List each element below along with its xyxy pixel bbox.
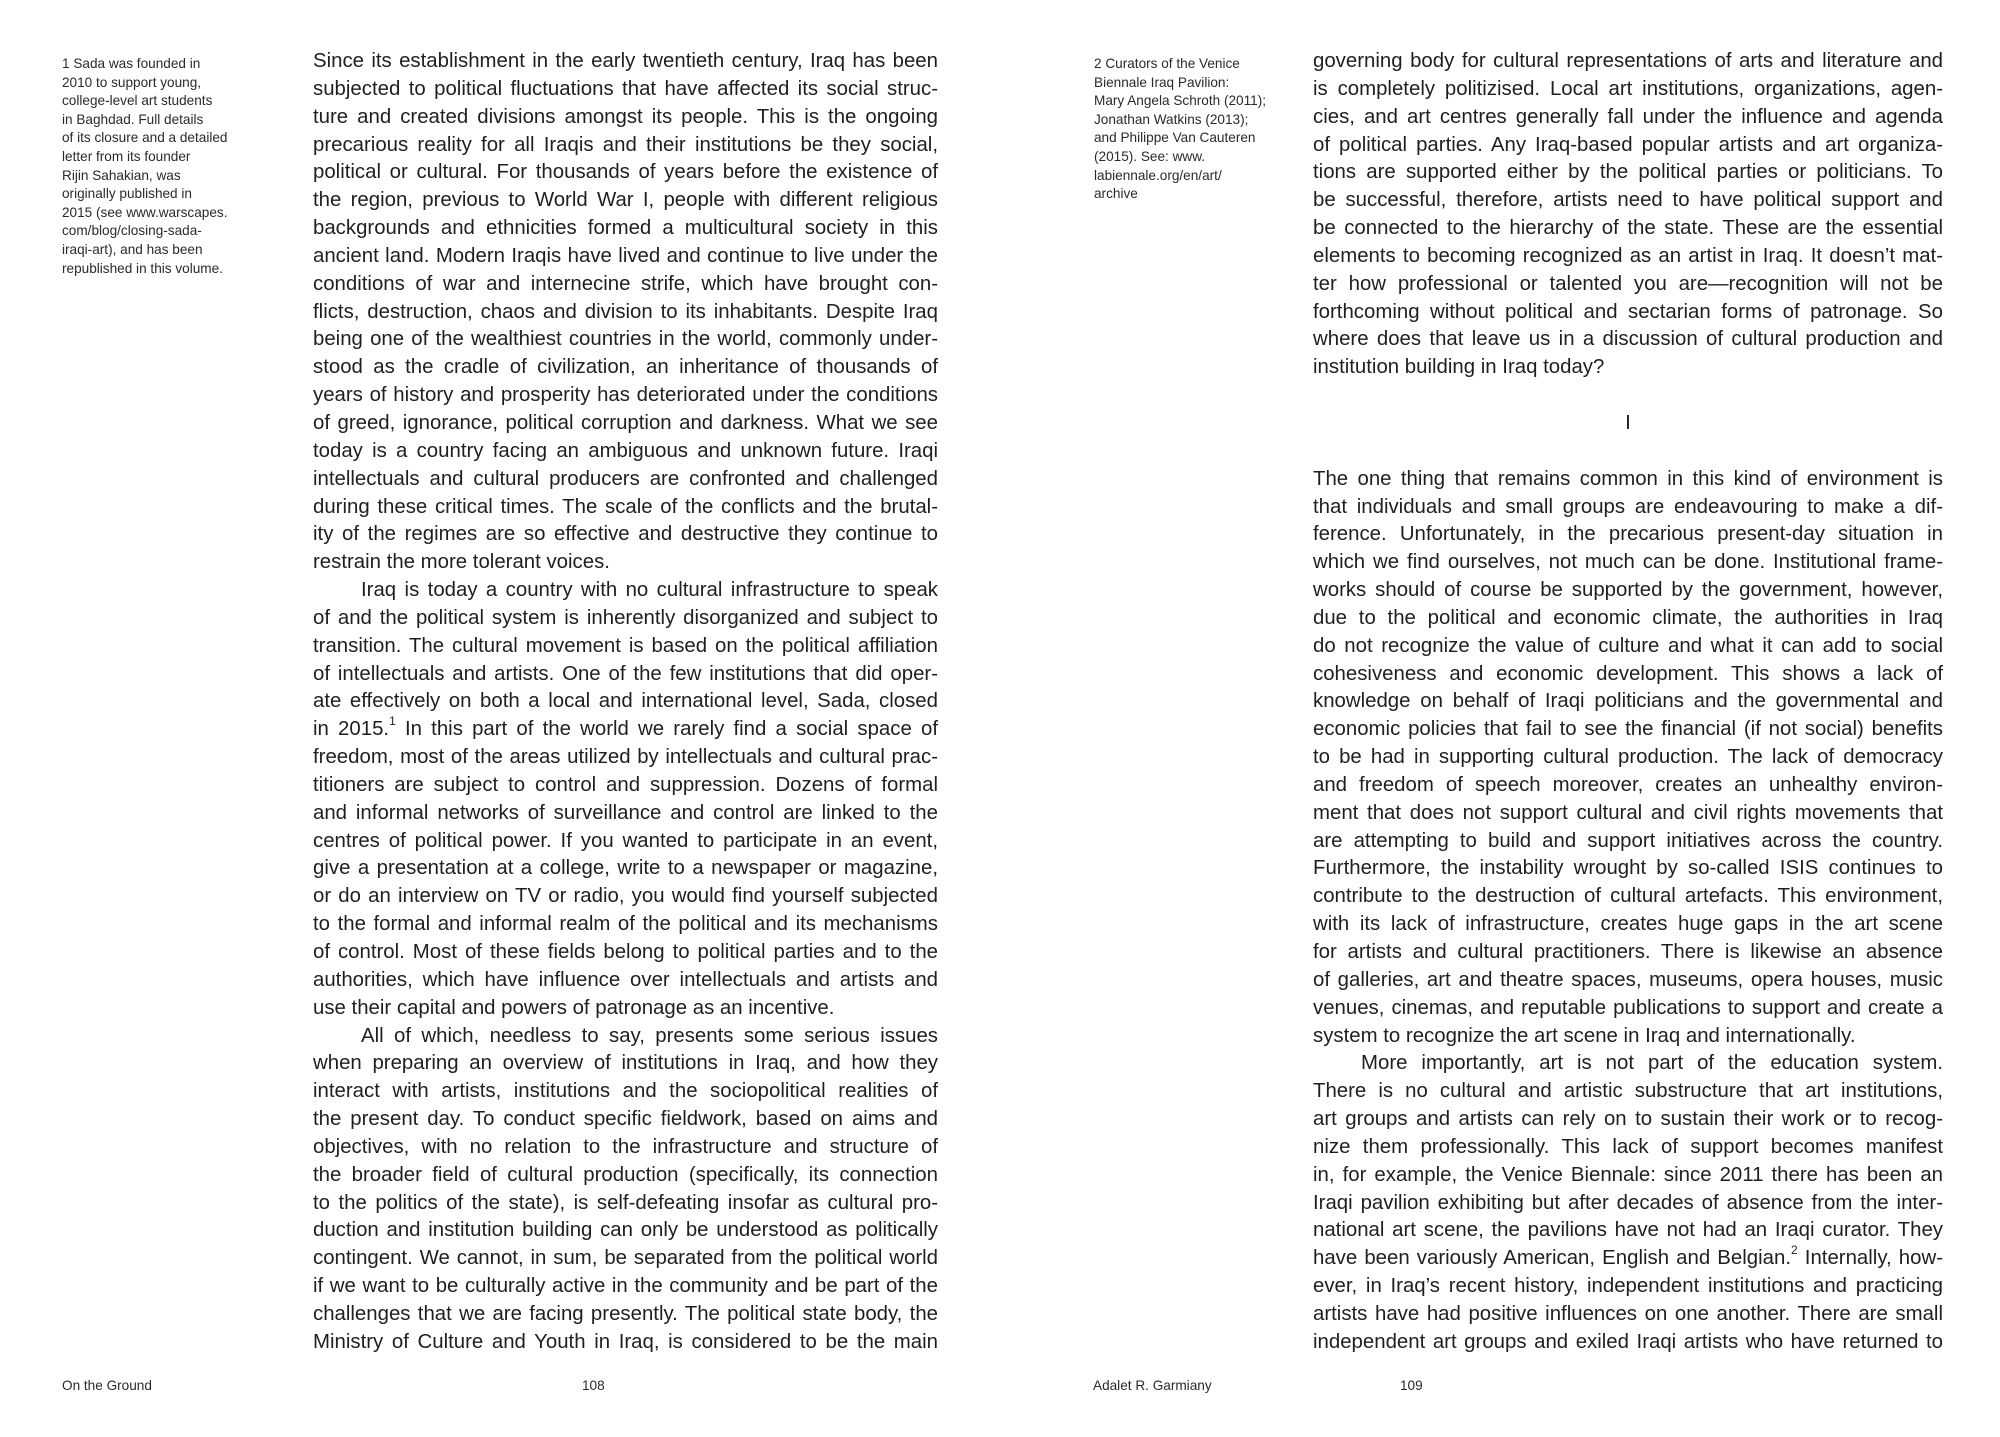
footnote-line: (2015). See: www.	[1094, 148, 1206, 164]
page-number-left: 108	[582, 1378, 605, 1393]
text-line: the region, previous to World War I, people with different religious	[313, 189, 938, 212]
text-line: transition. The cultural movement is based on the political affiliation	[313, 634, 938, 657]
text-line: contingent. We cannot, in sum, be separated from the political world	[313, 1247, 938, 1270]
text-line: ancient land. Modern Iraqis have lived and continue to live under the	[313, 244, 938, 267]
text-line: being one of the wealthiest countries in the world, commonly under-	[313, 328, 938, 351]
text-line: ture and created divisions amongst its people. This is the ongoing	[313, 105, 938, 128]
text-line: and freedom of speech moreover, creates an unhealthy environ-	[1313, 773, 1943, 796]
footnote-1	[62, 55, 262, 278]
footnote-line: letter from its founder	[62, 148, 191, 164]
text-line: There is no cultural and artistic substructure that art institutions,	[1313, 1080, 1943, 1103]
text-line: governing body for cultural representations of arts and literature and	[1313, 50, 1943, 72]
text-line: that individuals and small groups are endeavouring to make a dif-	[1313, 495, 1943, 518]
text-line: which we find ourselves, not much can be done. Institutional frame-	[1313, 551, 1943, 574]
text-line: ever, in Iraq’s recent history, independent institutions and practicing	[1313, 1275, 1943, 1298]
text-line: system to recognize the art scene in Iraq and internationally.	[1313, 1024, 1856, 1047]
text-line: during these critical times. The scale of the conflicts and the brutal-	[313, 495, 938, 518]
footnote-ref[interactable]: 2	[1790, 1243, 1798, 1258]
text-line: Iraqi pavilion exhibiting but after decades of absence from the inter-	[1313, 1191, 1943, 1214]
text-line: ment that does not support cultural and civil rights movements that	[1313, 801, 1943, 824]
text-line: Iraq is today a country with no cultural infrastructure to speak	[361, 579, 938, 602]
text-line: titioners are subject to control and suppression. Dozens of formal	[313, 773, 938, 796]
text-line: of greed, ignorance, political corruption and darkness. What we see	[313, 411, 938, 434]
text-line: Ministry of Culture and Youth in Iraq, is considered to be the main	[313, 1330, 938, 1353]
text-line: knowledge on behalf of Iraqi politicians and the governmental and	[1313, 690, 1943, 713]
footnote-line: college-level art students	[62, 93, 213, 109]
text-line: national art scene, the pavilions have not had an Iraqi curator. They	[1313, 1219, 1943, 1242]
text-line: the present day. To conduct specific fieldwork, based on aims and	[313, 1108, 938, 1131]
footnote-line: iraqi-art), and has been	[62, 241, 203, 257]
text-line: intellectuals and cultural producers are confronted and challenged	[313, 467, 938, 490]
blank-line	[1313, 438, 1943, 466]
footnote-2	[1094, 55, 1294, 204]
right-body-text	[1313, 48, 1943, 1357]
text-line: nize them professionally. This lack of support becomes manifest	[1313, 1135, 1943, 1158]
text-line: in, for example, the Venice Biennale: since 2011 there has been an	[1313, 1163, 1943, 1186]
text-line: be connected to the hierarchy of the state. These are the essential	[1313, 217, 1943, 240]
text-line: of intellectuals and artists. One of the few institutions that did oper-	[313, 662, 938, 685]
text-line: ity of the regimes are so effective and destructive they continue to	[313, 523, 938, 546]
text-line: due to the political and economic climate, the authorities in Iraq	[1313, 606, 1943, 629]
text-line: Furthermore, the instability wrought by so-called ISIS continues to	[1313, 857, 1943, 880]
text-line: give a presentation at a college, write to a newspaper or magazine,	[313, 857, 938, 880]
text-line: contribute to the destruction of cultural artefacts. This environment,	[1313, 885, 1943, 908]
text-line: with its lack of infrastructure, creates huge gaps in the art scene	[1313, 913, 1943, 936]
footnote-line: labiennale.org/en/art/	[1094, 167, 1222, 183]
text-line: today is a country facing an ambiguous and unknown future. Iraqi	[313, 439, 938, 462]
text-line: restrain the more tolerant voices.	[313, 551, 610, 574]
running-author: Adalet R. Garmiany	[1093, 1378, 1212, 1393]
text-line: objectives, with no relation to the infrastructure and structure of	[313, 1135, 938, 1158]
text-line: venues, cinemas, and reputable publications to support and create a	[1313, 996, 1943, 1019]
running-title: On the Ground	[62, 1378, 152, 1393]
text-line: works should of course be supported by the government, however,	[1313, 579, 1943, 602]
footnote-line: republished in this volume.	[62, 260, 223, 276]
text-line: Since its establishment in the early twentieth century, Iraq has been	[313, 50, 938, 72]
footnote-line: Mary Angela Schroth (2011);	[1094, 93, 1267, 109]
blank-line	[1313, 382, 1943, 410]
text-line: be successful, therefore, artists need to have political support and	[1313, 189, 1943, 212]
text-line: cies, and art centres generally fall under the influence and agenda	[1313, 105, 1943, 128]
text-line: for artists and cultural practitioners. There is likewise an absence	[1313, 941, 1943, 963]
section-numeral: I	[1625, 411, 1631, 434]
text-line: do not recognize the value of culture and what it can add to social	[1313, 634, 1943, 657]
footnote-line: and Philippe Van Cauteren	[1094, 130, 1256, 146]
text-line: to the politics of the state), is self-defeating insofar as cultural pro-	[313, 1191, 938, 1214]
page-number-right: 109	[1400, 1378, 1423, 1393]
text-line: subjected to political fluctuations that have affected its social struc-	[313, 77, 938, 100]
text-line: flicts, destruction, chaos and division to its inhabitants. Despite Iraq	[313, 300, 938, 323]
text-line: conditions of war and internecine strife, which have brought con-	[313, 272, 938, 295]
text-line: of galleries, art and theatre spaces, museums, opera houses, music	[1313, 968, 1943, 991]
text-line: the broader field of cultural production (specifically, its connection	[313, 1163, 938, 1186]
text-line: cohesiveness and economic development. This shows a lack of	[1313, 662, 1943, 685]
footnote-ref[interactable]: 1	[389, 714, 396, 729]
text-line: challenges that we are facing presently. The political state body, the	[313, 1302, 938, 1325]
text-line: independent art groups and exiled Iraqi artists who have returned to	[1313, 1330, 1943, 1353]
text-line: when preparing an overview of institutions in Iraq, and how they	[313, 1052, 938, 1075]
text-line: have been variously American, English and Belgian.$^2$ Internally, how-	[1313, 1243, 1943, 1270]
footnote-line: originally published in	[62, 186, 192, 202]
footnote-line: Biennale Iraq Pavilion:	[1094, 74, 1230, 90]
text-line: of control. Most of these fields belong to political parties and to the	[313, 941, 938, 963]
text-line: economic policies that fail to see the financial (if not social) benefits	[1313, 718, 1943, 741]
footnote-line: Jonathan Watkins (2013);	[1094, 111, 1249, 127]
text-line: More importantly, art is not part of the education system.	[1361, 1052, 1943, 1075]
footnote-line: archive	[1094, 186, 1138, 202]
text-line: or do an interview on TV or radio, you would find yourself subjected	[313, 885, 938, 908]
text-line: interact with artists, institutions and the sociopolitical realities of	[313, 1080, 938, 1103]
text-line: art groups and artists can rely on to sustain their work or to recog-	[1313, 1108, 1943, 1131]
text-line: to be had in supporting cultural production. The lack of democracy	[1313, 746, 1943, 769]
text-line: precarious reality for all Iraqis and their institutions be they social,	[313, 133, 938, 156]
text-line: in 2015.$^1$ In this part of the world we rarely find a social space of	[313, 714, 939, 741]
footnote-line: 2010 to support young,	[62, 74, 202, 90]
footnote-line: Rijin Sahakian, was	[62, 167, 181, 183]
text-line: where does that leave us in a discussion of cultural production and	[1313, 328, 1943, 351]
footnote-line: com/blog/closing-sada-	[62, 223, 202, 239]
text-line: years of history and prosperity has deteriorated under the conditions	[313, 384, 938, 407]
text-line: centres of political power. If you wanted to participate in an event,	[313, 829, 938, 852]
text-line: The one thing that remains common in this kind of environment is	[1313, 467, 1943, 490]
text-line: ate effectively on both a local and international level, Sada, closed	[313, 690, 938, 713]
text-line: is completely politizised. Local art institutions, organizations, agen-	[1313, 77, 1943, 100]
text-line: authorities, which have influence over intellectuals and artists and	[313, 968, 938, 991]
text-line: of political parties. Any Iraq-based popular artists and art organiza-	[1313, 133, 1943, 156]
text-line: duction and institution building can only be understood as politically	[313, 1219, 938, 1242]
text-line: freedom, most of the areas utilized by intellectuals and cultural prac-	[313, 746, 938, 769]
text-line: and informal networks of surveillance and control are linked to the	[313, 801, 938, 824]
text-line: All of which, needless to say, presents some serious issues	[361, 1024, 938, 1047]
text-line: if we want to be culturally active in the community and be part of the	[313, 1275, 938, 1298]
footnote-line: of its closure and a detailed	[62, 130, 228, 146]
text-line: are attempting to build and support initiatives across the country.	[1313, 829, 1943, 852]
text-line: political or cultural. For thousands of years before the existence of	[313, 161, 938, 184]
text-line: of and the political system is inherently disorganized and subject to	[313, 606, 938, 629]
text-line: tions are supported either by the political parties or politicians. To	[1313, 161, 1943, 184]
text-line: artists have had positive influences on one another. There are small	[1313, 1302, 1943, 1325]
text-line: institution building in Iraq today?	[1313, 356, 1605, 379]
footnote-line: in Baghdad. Full details	[62, 111, 204, 127]
text-line: stood as the cradle of civilization, an inheritance of thousands of	[313, 356, 938, 379]
text-line: ter how professional or talented you are—recognition will not be	[1313, 272, 1943, 295]
left-body-text	[313, 48, 938, 1357]
text-line: use their capital and powers of patronage as an incentive.	[313, 996, 835, 1019]
text-line: forthcoming without political and sectarian forms of patronage. So	[1313, 300, 1943, 323]
footnote-line: 2015 (see www.warscapes.	[62, 204, 228, 220]
footnote-line: 2 Curators of the Venice	[1094, 56, 1240, 71]
text-line: to the formal and informal realm of the political and its mechanisms	[313, 913, 938, 936]
text-line: elements to becoming recognized as an artist in Iraq. It doesn’t mat-	[1313, 244, 1943, 267]
text-line: backgrounds and ethnicities formed a multicultural society in this	[313, 217, 938, 240]
text-line: ference. Unfortunately, in the precarious present-day situation in	[1313, 523, 1943, 546]
footnote-line: 1 Sada was founded in	[62, 56, 201, 71]
